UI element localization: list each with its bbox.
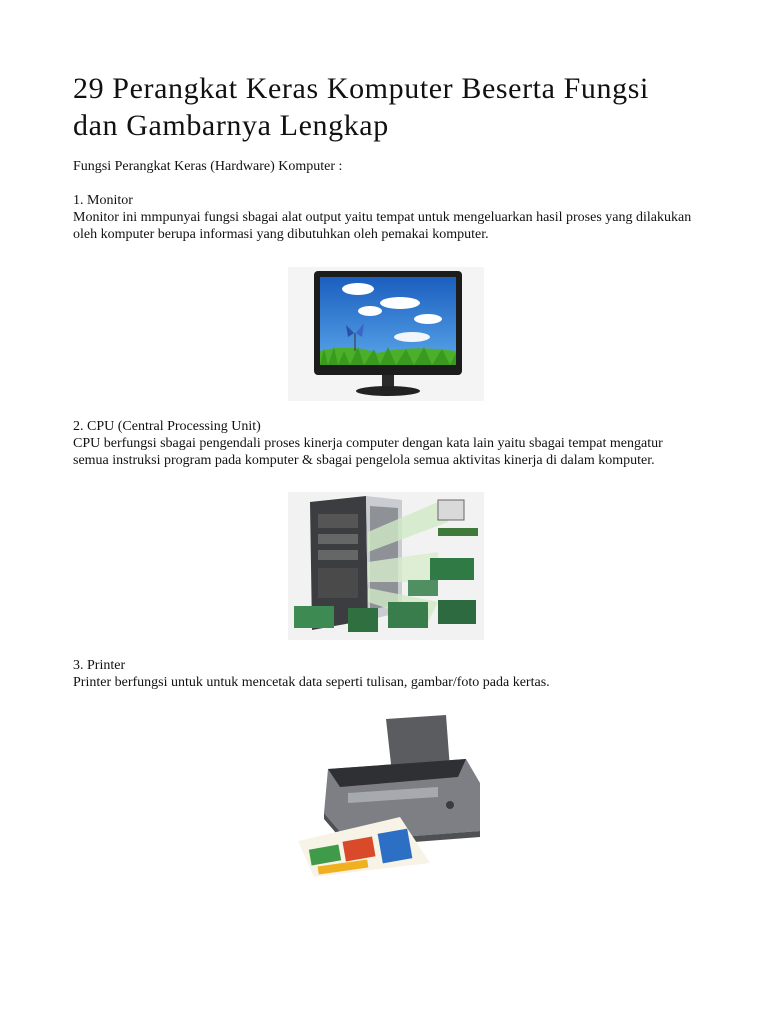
section-heading: 2. CPU (Central Processing Unit) [73, 419, 261, 434]
monitor-image [288, 267, 484, 401]
printer-image [288, 713, 484, 879]
document-page [73, 70, 698, 879]
cpu-image [288, 492, 484, 640]
document-title: 29 Perangkat Keras Komputer Beserta Fungsi dan Gambarnya Lengkap [73, 72, 649, 142]
section-body: Printer berfungsi untuk untuk mencetak data seperti tulisan, gambar/foto pada kertas. [73, 675, 550, 690]
section-heading: 1. Monitor [73, 193, 133, 208]
section-body: CPU berfungsi sbagai pengendali proses kinerja computer dengan kata lain yaitu sbagai tempat mengatur semua instruksi program pada komputer & sbagai pengelola semua aktivitas kinerja di dalam komputer. [73, 436, 663, 468]
section-printer [73, 657, 698, 879]
intro-text: Fungsi Perangkat Keras (Hardware) Komputer : [73, 159, 343, 174]
section-heading: 3. Printer [73, 658, 126, 673]
section-cpu [73, 418, 698, 640]
section-monitor [73, 192, 698, 401]
section-body: Monitor ini mmpunyai fungsi sbagai alat output yaitu tempat untuk mengeluarkan hasil proses yang dilakukan oleh komputer berupa informasi yang dibutuhkan oleh pemakai komputer. [73, 210, 692, 242]
